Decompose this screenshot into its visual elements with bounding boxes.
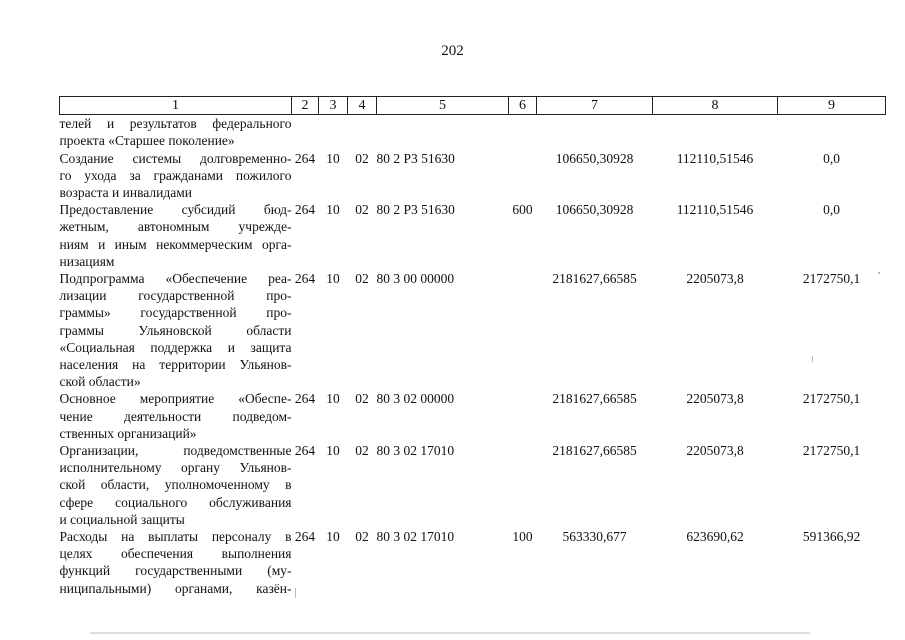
description-line: Подпрограмма «Обеспечение реа- [59,271,292,287]
description-line: го ухода за гражданами пожилого [59,167,292,183]
row-description [60,442,292,528]
cell-subsection: 02 [355,391,369,407]
row-description [60,390,292,442]
description-line: Организации, подведомственные [59,443,292,459]
cell-target-article: 80 3 00 00000 [376,271,455,287]
cell-amount-col8: 2205073,8 [686,391,744,407]
cell-amount-col8: 112110,51546 [676,150,754,166]
col-header-1: 1 [60,97,292,115]
row-description [60,270,292,390]
description-line: низациям [59,253,115,269]
cell-ministry: 264 [294,391,316,407]
description-line: и социальной защиты [59,511,185,527]
scan-speck [295,588,296,598]
cell-amount-col9 [778,115,886,150]
cell-ministry: 264 [294,271,316,287]
cell-ministry: 264 [294,202,316,218]
col-header-9: 9 [778,97,886,115]
cell-amount-col9: 2172750,1 [802,271,861,287]
cell-expense-type [509,270,537,390]
table-row [60,528,886,597]
cell-expense-type: 600 [512,202,533,218]
description-line: Предоставление субсидий бюд- [59,202,292,218]
table-row [60,115,886,150]
cell-ministry: 264 [294,443,316,459]
scan-speck [878,272,880,274]
cell-amount-col8: 112110,51546 [676,202,754,218]
description-line: чение деятельности подведом- [59,408,292,424]
cell-amount-col7: 563330,677 [562,529,627,545]
cell-target-article: 80 2 Р3 51630 [376,150,455,166]
cell-amount-col8: 2205073,8 [686,443,744,459]
cell-target-article [377,115,509,150]
description-line: Основное мероприятие «Обеспе- [59,391,292,407]
col-header-4: 4 [348,97,377,115]
cell-ministry: 264 [294,529,316,545]
cell-subsection: 02 [355,150,369,166]
table-row [60,150,886,202]
description-line: возраста и инвалидами [59,185,192,201]
col-header-8: 8 [653,97,778,115]
col-header-5: 5 [377,97,509,115]
description-line: жетным, автономным учрежде- [59,219,292,235]
description-line: «Социальная поддержка и защита [59,339,292,355]
cell-subsection: 02 [355,529,369,545]
description-line: лизации государственной про- [59,288,292,304]
cell-section: 10 [326,529,340,545]
description-line: граммы» государственной про- [59,305,292,321]
budget-table [59,96,886,597]
cell-amount-col7: 2181627,66585 [552,271,637,287]
cell-section: 10 [326,271,340,287]
description-line: целях обеспечения выполнения [59,546,292,562]
cell-amount-col8 [653,115,778,150]
cell-amount-col9: 2172750,1 [802,443,861,459]
cell-expense-type [509,390,537,442]
cell-amount-col9: 591366,92 [802,529,861,545]
cell-section: 10 [326,443,340,459]
table-row [60,390,886,442]
table-row [60,270,886,390]
cell-expense-type: 100 [512,529,533,545]
cell-amount-col9: 0,0 [823,202,840,218]
cell-target-article: 80 3 02 17010 [376,529,455,545]
description-line: ниципальными) органами, казён- [59,580,292,596]
cell-amount-col9: 0,0 [823,150,840,166]
col-header-2: 2 [292,97,319,115]
cell-target-article: 80 3 02 17010 [376,443,455,459]
cell-subsection: 02 [355,443,369,459]
description-line: граммы Ульяновской области [59,322,292,338]
col-header-6: 6 [509,97,537,115]
cell-amount-col7: 2181627,66585 [552,391,637,407]
table-row [60,201,886,270]
cell-subsection [348,115,377,150]
cell-section: 10 [326,391,340,407]
page-number: 202 [441,43,464,59]
cell-expense-type [509,150,537,202]
cell-target-article: 80 3 02 00000 [376,391,455,407]
row-description [60,150,292,202]
cell-expense-type [509,115,537,150]
description-line: функций государственными (му- [59,563,292,579]
row-description [60,115,292,150]
description-line: ской области, уполномоченному в [59,477,292,493]
cell-amount-col7: 106650,30928 [555,202,634,218]
description-line: ской области» [59,374,141,390]
row-description [60,528,292,597]
row-description [60,201,292,270]
description-line: ниям и иным некоммерческим орга- [59,236,292,252]
description-line: исполнительному органу Ульянов- [59,460,292,476]
cell-section: 10 [326,150,340,166]
cell-section [319,115,348,150]
cell-subsection: 02 [355,202,369,218]
cell-amount-col8: 2205073,8 [686,271,744,287]
table-row [60,442,886,528]
cell-ministry: 264 [294,150,316,166]
cell-amount-col7: 2181627,66585 [552,443,637,459]
cell-section: 10 [326,202,340,218]
cell-target-article: 80 2 Р3 51630 [376,202,455,218]
col-header-3: 3 [319,97,348,115]
cell-subsection: 02 [355,271,369,287]
scan-speck [812,356,813,362]
cell-amount-col7: 106650,30928 [555,150,634,166]
description-line: сфере социального обслуживания [59,494,292,510]
description-line: населения на территории Ульянов- [59,357,292,373]
cell-ministry [292,115,319,150]
description-line: телей и результатов федерального [59,116,292,132]
scan-edge-smudge [90,632,810,634]
header-row [60,97,886,115]
cell-amount-col8: 623690,62 [686,529,744,545]
description-line: ственных организаций» [59,425,197,441]
description-line: проекта «Старшее поколение» [59,133,235,149]
col-header-7: 7 [537,97,653,115]
cell-amount-col7 [537,115,653,150]
description-line: Создание системы долговременно- [59,150,292,166]
cell-expense-type [509,442,537,528]
cell-amount-col9: 2172750,1 [802,391,861,407]
description-line: Расходы на выплаты персоналу в [59,529,292,545]
